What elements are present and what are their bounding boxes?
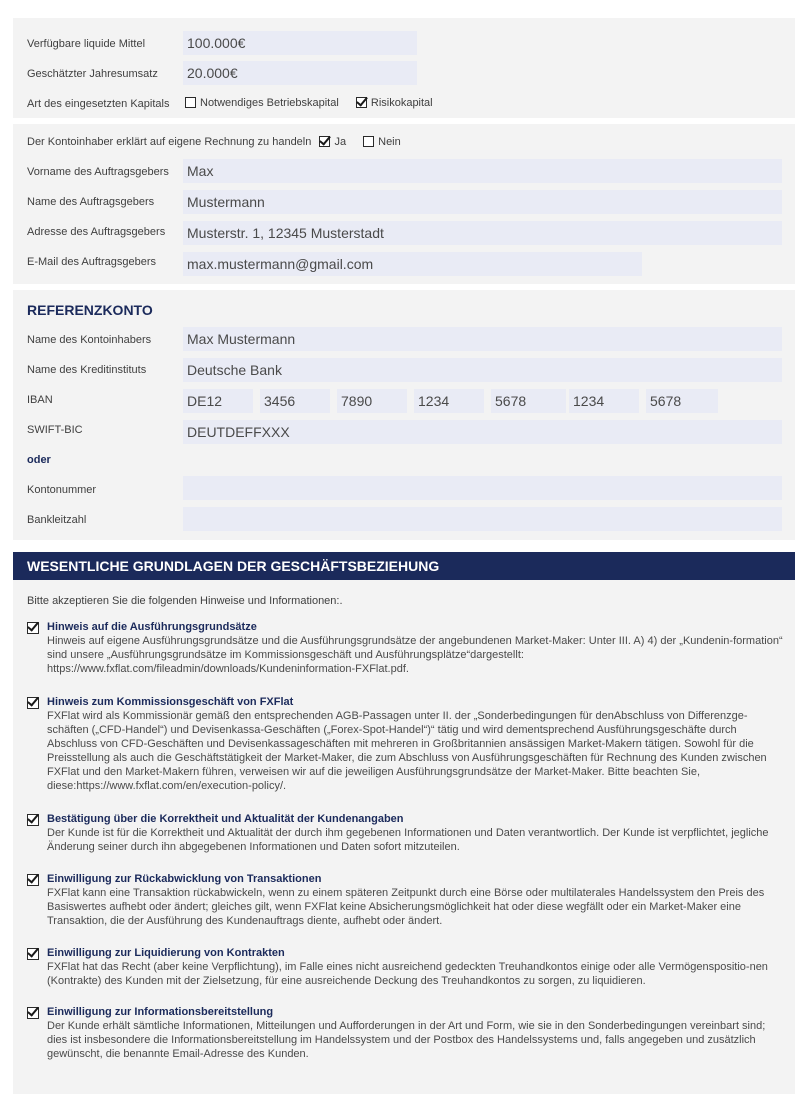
note-text: FXFlat hat das Recht (aber keine Verpflichtung), im Falle eines nicht ausreichend gedeckten Treuhandkontos einige oder alle Vermögenspositio-nen (Kontrakte) des Kunden mit der Zielsetzung, für eine ausreichende Deckung des Treuhandkontos zu sorgen, zu liquidieren. [47,961,768,987]
liquid-funds-input[interactable] [183,31,417,55]
basics-header-bar [13,552,795,580]
own-account-yes-checkbox[interactable] [319,136,330,147]
address-label: Adresse des Auftragsgebers [27,226,166,238]
note-transaction-reversal-checkbox[interactable] [27,874,39,886]
risk-capital-checkbox[interactable] [356,97,367,108]
note-execution-principles-checkbox[interactable] [27,622,39,634]
swift-bic-label: SWIFT-BIC [27,424,83,436]
account-number-input[interactable] [183,476,782,500]
annual-turnover-input[interactable] [183,61,417,85]
iban-part-1[interactable] [183,389,253,413]
note-text: FXFlat wird als Kommissionär gemäß den entsprechenden AGB-Passagen unter II. der „Sonderbedingungen für denAbschluss von Differenzge-schäften („CFD-Handel“) und Devisenkassa-Geschäften („Forex-Spot-Handel“)“ tätig und wird dementsprechend Ausführungsgeschäfte durch Abschluss von CFD-Geschäften und Devisenkassageschäften mit mehreren in Großbritannien ansässigen Market-Makern tätigen. Sowohl für die Preisstellung als auch die Geschäftstätigkeit der Market-Maker, die zum Abschluss von Ausführungsgeschäften für Rechnung des Kunden zwischen FXFlat und den Market-Makern führen, verweisen wir auf die jeweiligen Ausführungsgrundsätze der Market-Maker. Bitte beachten Sie, diese:https://www.fxflat.com/en/execution-policy/. [47,710,767,792]
note-text: Der Kunde erhält sämtliche Informationen, Mitteilungen und Aufforderungen in der Art und Form, wie sie in den Sonderbedingungen vereinbart sind; dies ist insbesondere die Informationsbereitstellung im Handelssystem und der Postbox des Handelssystems und, falls angegeben und zusätzlich gewünscht, die benannte Email-Adresse des Kunden. [47,1020,766,1060]
note-information-provision [27,1005,787,1061]
note-customer-data-checkbox[interactable] [27,814,39,826]
own-account-no-label: Nein [378,136,401,148]
bank-name-input[interactable] [183,358,782,382]
note-transaction-reversal [27,872,787,928]
note-title: Einwilligung zur Rückabwicklung von Transaktionen [47,873,322,885]
account-holder-label: Name des Kontoinhabers [27,334,152,346]
own-account-yes-label: Ja [334,136,347,148]
address-input[interactable] [183,221,782,245]
email-input[interactable] [183,252,642,276]
risk-capital-label: Risikokapital [370,97,433,109]
iban-part-7[interactable] [646,389,718,413]
bank-code-input[interactable] [183,507,782,531]
note-text: FXFlat kann eine Transaktion rückabwickeln, wenn zu einem späteren Zeitpunkt durch eine Börse oder multilaterales Handelssystem den Preis des Basiswertes aufhebt oder ändert; gleiches gilt, wenn FXFlat keine Absicherungsmöglichkeit hat oder diese wegfällt oder ein Market-Maker eine Transaktion, die der Ausführung des Kundenauftrags diente, aufhebt oder ändert. [47,887,765,927]
note-contract-liquidation [27,946,787,988]
note-title: Hinweis zum Kommissionsgeschäft von FXFlat [47,696,294,708]
note-commission-business-checkbox[interactable] [27,697,39,709]
note-title: Einwilligung zur Liquidierung von Kontrakten [47,947,285,959]
own-account-question [27,136,415,148]
annual-turnover-label: Geschätzter Jahresumsatz [27,68,158,80]
email-label: E-Mail des Auftragsgebers [27,256,157,268]
iban-part-2[interactable] [260,389,330,413]
note-execution-principles [27,620,787,676]
iban-label: IBAN [27,394,53,406]
basics-intro: Bitte akzeptieren Sie die folgenden Hinweise und Informationen:. [27,595,343,607]
swift-bic-input[interactable] [183,420,782,444]
note-title: Einwilligung zur Informationsbereitstellung [47,1006,274,1018]
or-label: oder [27,454,51,466]
own-account-no-checkbox[interactable] [363,136,374,147]
note-customer-data [27,812,787,854]
first-name-input[interactable] [183,159,782,183]
note-text: Der Kunde ist für die Korrektheit und Aktualität der durch ihm gegebenen Informationen und Daten verantwortlich. Der Kunde ist verpflichtet, jegliche Änderung seiner durch ihn abgegebenen Informationen und Daten sofort mitzuteilen. [47,827,769,853]
last-name-input[interactable] [183,190,782,214]
note-title: Bestätigung über die Korrektheit und Aktualität der Kundenangaben [47,813,404,825]
note-text: Hinweis auf eigene Ausführungsgrundsätze und die Ausführungsgrundsätze der angebundenen Market-Maker: Unter III. A) 4) der „Kundenin-formation“ sind unsere „Ausführungsgrundsätze im Kommissionsgeschäft und Ausführungsplätze“dargestellt: https://www.fxflat.com/fileadmin/downloads/Kundeninformation-FXFlat.pdf. [47,635,783,675]
capital-type-options [185,97,447,109]
own-account-question-text: Der Kontoinhaber erklärt auf eigene Rechnung zu handeln [27,136,312,148]
iban-part-5[interactable] [491,389,566,413]
account-number-label: Kontonummer [27,484,97,496]
first-name-label: Vorname des Auftragsgebers [27,166,169,178]
note-commission-business [27,695,787,793]
reference-account-title: REFERENZKONTO [27,302,153,318]
operating-capital-checkbox[interactable] [185,97,196,108]
bank-name-label: Name des Kreditinstituts [27,364,147,376]
iban-part-6[interactable] [569,389,639,413]
iban-part-4[interactable] [414,389,484,413]
bank-code-label: Bankleitzahl [27,514,87,526]
last-name-label: Name des Auftragsgebers [27,196,155,208]
note-information-provision-checkbox[interactable] [27,1007,39,1019]
iban-part-3[interactable] [337,389,407,413]
account-holder-input[interactable] [183,327,782,351]
capital-type-label: Art des eingesetzten Kapitals [27,98,170,110]
basics-title: WESENTLICHE GRUNDLAGEN DER GESCHÄFTSBEZIEHUNG [27,558,440,574]
note-contract-liquidation-checkbox[interactable] [27,948,39,960]
note-title: Hinweis auf die Ausführungsgrundsätze [47,621,257,633]
liquid-funds-label: Verfügbare liquide Mittel [27,38,146,50]
operating-capital-label: Notwendiges Betriebskapital [200,97,339,109]
